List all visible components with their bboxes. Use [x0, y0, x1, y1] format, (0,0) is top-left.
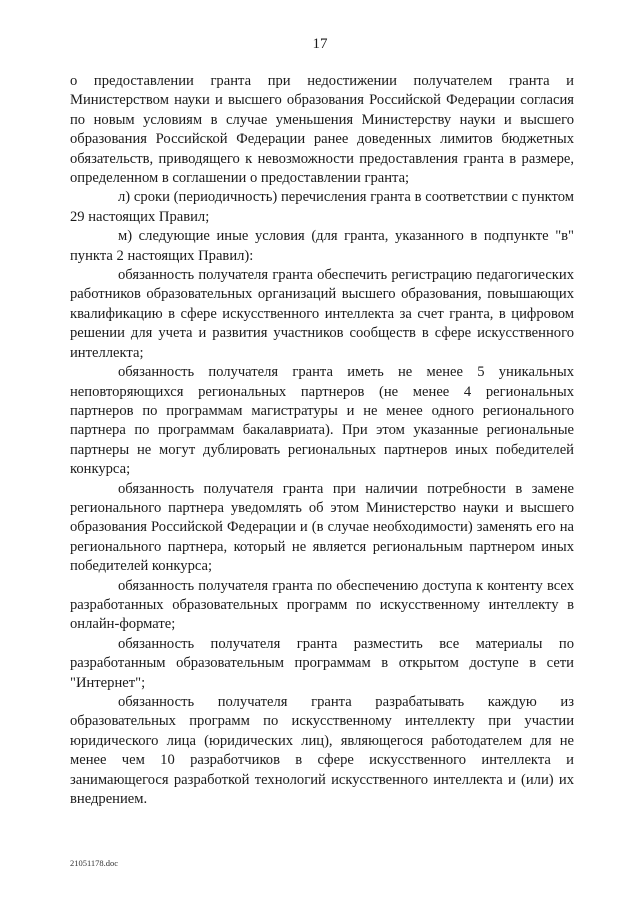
paragraph: обязанность получателя гранта иметь не менее 5 уникальных неповторяющихся региональных партнеров (не менее 4 региональных партнеров по программам магистратуры и не менее одного регионального партнера по программам бакалавриата). При этом указанные региональные партнеры не могут дублировать региональных партнеров иных победителей конкурса; — [70, 364, 574, 478]
paragraph: обязанность получателя гранта разрабатывать каждую из образовательных программ по искусственному интеллекту при участии юридического лица (юридических лиц), являющегося работодателем для не менее чем 10 разработчиков в сфере искусственного интеллекта и занимающегося разработкой технологий искусственного интеллекта и (или) их внедрением. — [70, 694, 574, 808]
paragraph: м) следующие иные условия (для гранта, указанного в подпункте "в" пункта 2 настоящих Правил): — [70, 228, 574, 264]
paragraph: обязанность получателя гранта при наличии потребности в замене регионального партнера уведомлять об этом Министерство науки и высшего образования Российской Федерации и (в случае необходимости) заменять его на регионального партнера, который не является региональным партнером иных победителей конкурса; — [70, 480, 574, 575]
document-footer: 21051178.doc — [70, 858, 119, 868]
paragraph: о предоставлении гранта при недостижении получателем гранта и Министерством науки и высшего образования Российской Федерации согласия по новым условиям в случае уменьшения Министерству науки и высшего образования Российской Федерации ранее доведенных лимитов бюджетных обязательств, приводящего к невозможности предоставления гранта в размере, определенном в соглашении о предоставлении гранта; — [70, 73, 574, 187]
paragraph: обязанность получателя гранта обеспечить регистрацию педагогических работников образовательных организаций высшего образования, повышающих квалификацию в сфере искусственного интеллекта за счет гранта, в цифровом решении для учета и развития участников сообществ в сфере искусственного интеллекта; — [70, 267, 574, 361]
paragraph: обязанность получателя гранта по обеспечению доступа к контенту всех разработанных образовательных программ по искусственному интеллекту в онлайн-формате; — [70, 577, 574, 633]
page-number: 17 — [312, 36, 328, 52]
document-body — [70, 72, 574, 809]
paragraph: обязанность получателя гранта разместить все материалы по разработанным образовательным программам в открытом доступе в сети "Интернет"; — [70, 635, 574, 691]
paragraph: л) сроки (периодичность) перечисления гранта в соответствии с пунктом 29 настоящих Правил; — [70, 189, 574, 225]
